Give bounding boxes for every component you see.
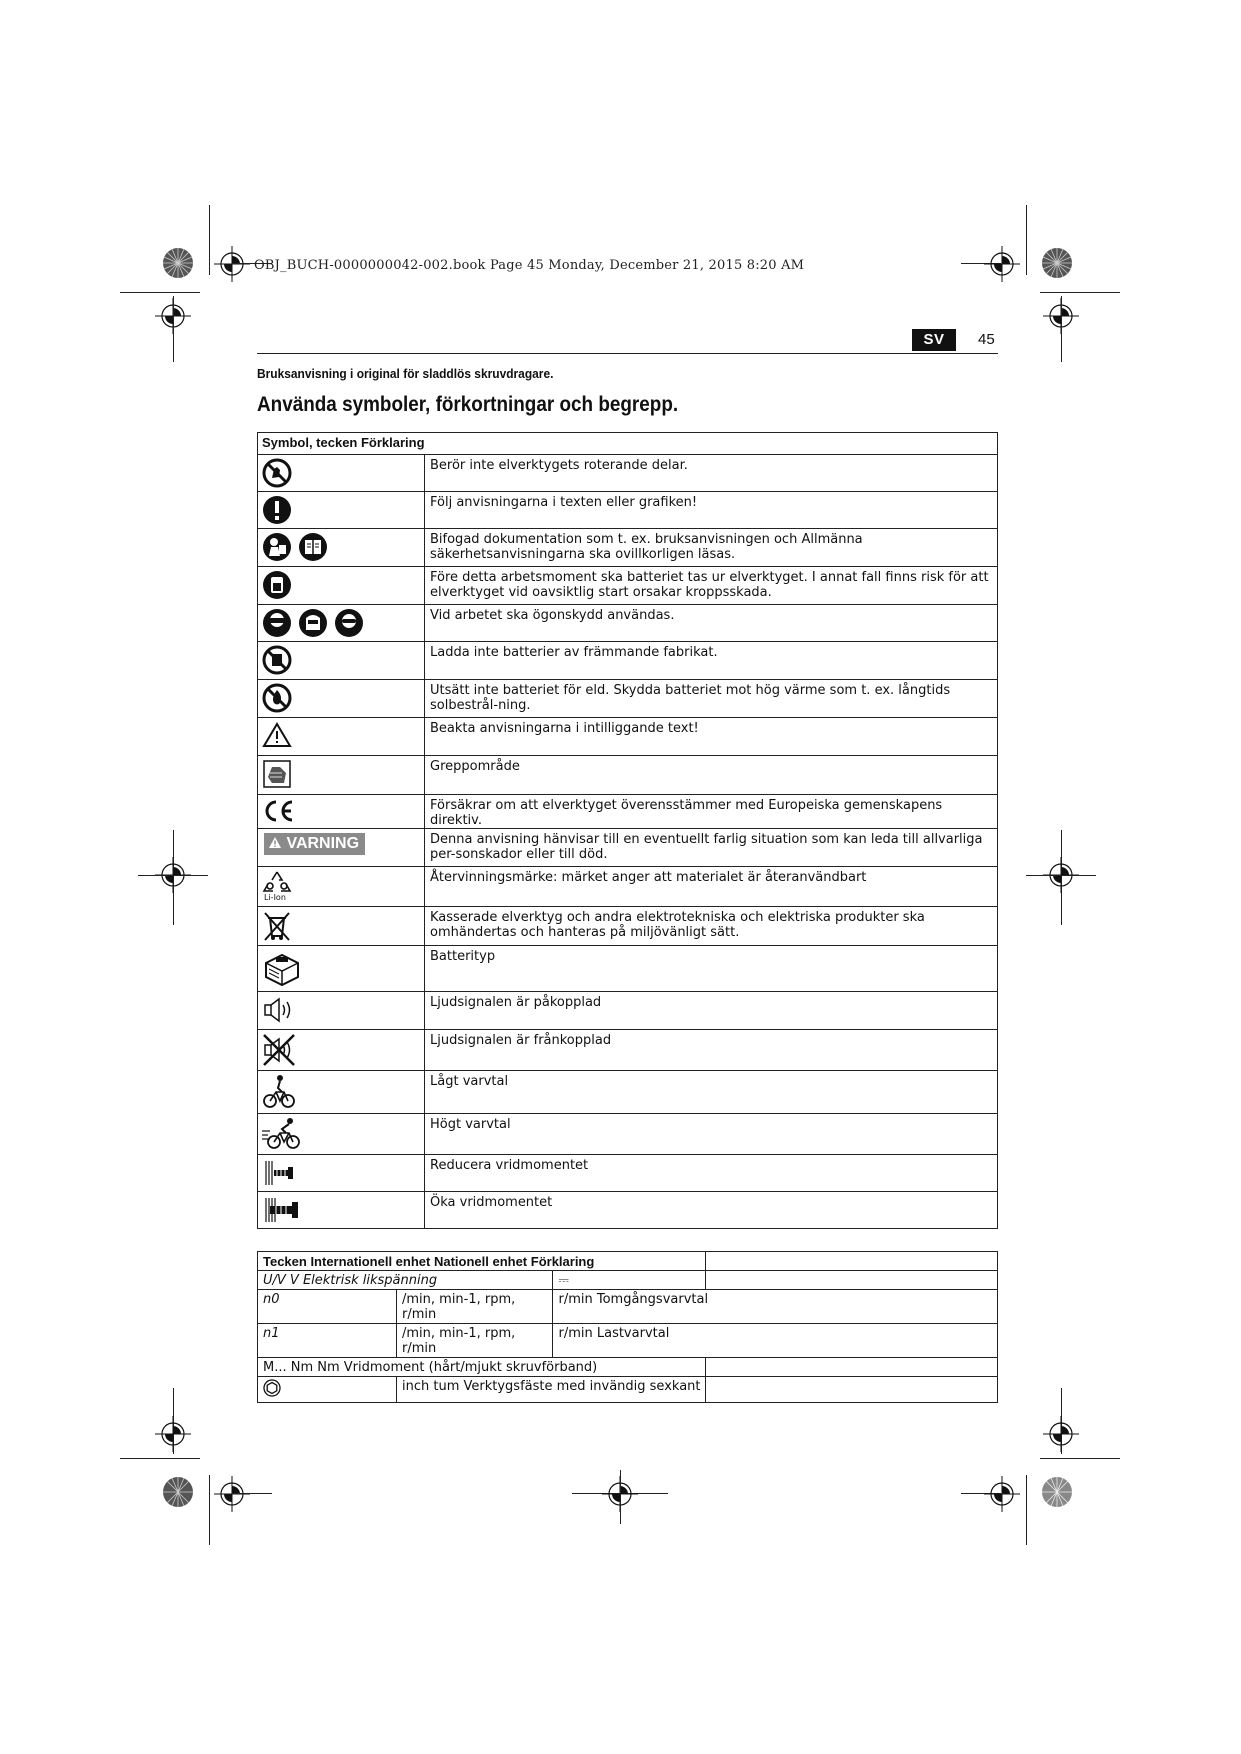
- unit-row-text: inch tum Verktygsfäste med invändig sexkant: [397, 1377, 706, 1403]
- explanation: Kasserade elverktyg och andra elektrotekniska och elektriska produkter ska omhändertas och hanteras på miljövänligt sätt.: [425, 907, 998, 946]
- units-table-header: Tecken Internationell enhet Nationell enhet Förklaring: [258, 1252, 706, 1271]
- ce-mark-icon: [262, 798, 296, 824]
- table-row: [258, 1114, 998, 1155]
- registration-crosshair-icon: [214, 246, 250, 282]
- table-row: [258, 455, 998, 492]
- varning-label: [264, 833, 365, 855]
- recycling-li-ion-icon: [262, 870, 292, 894]
- table-row: [258, 829, 998, 867]
- dc-symbol: ⎓: [558, 1273, 569, 1288]
- sign-n1: n1: [263, 1326, 280, 1341]
- no-foreign-batteries-icon: [262, 645, 292, 675]
- registration-crosshair-icon: [214, 1476, 250, 1512]
- explanation: Öka vridmomentet: [425, 1192, 998, 1229]
- national-unit: r/min Tomgångsvarvtal: [553, 1290, 998, 1324]
- explanation: Försäkrar om att elverktyget överensstämmer med Europeiska gemenskapens direktiv.: [425, 795, 998, 829]
- warning-triangle-icon: [262, 721, 292, 749]
- symbol-table: [257, 432, 998, 1229]
- explanation: Berör inte elverktygets roterande delar.: [425, 455, 998, 492]
- table-row: [258, 1071, 998, 1114]
- symbol-table-header: Symbol, tecken Förklaring: [258, 433, 998, 455]
- eye-protection-icon: [334, 608, 364, 638]
- table-row: [258, 642, 998, 680]
- explanation: Lågt varvtal: [425, 1071, 998, 1114]
- exclamation-icon: [262, 495, 292, 525]
- grip-area-icon: [262, 759, 292, 789]
- remove-battery-icon: [262, 570, 292, 600]
- read-manual-icon: [262, 532, 292, 562]
- table-row: [258, 946, 998, 992]
- speaker-on-icon: [262, 995, 298, 1025]
- crossed-bin-icon: [262, 910, 292, 942]
- explanation: Vid arbetet ska ögonskydd användas.: [425, 605, 998, 642]
- table-row: [258, 756, 998, 795]
- registration-crosshair-icon: [984, 1476, 1020, 1512]
- table-header-row: [258, 1252, 998, 1271]
- table-row: [258, 492, 998, 529]
- explanation: Ljudsignalen är frånkopplad: [425, 1030, 998, 1071]
- unit-row-text: M... Nm Nm Vridmoment (hårt/mjukt skruvförband): [258, 1358, 706, 1377]
- table-row: [258, 795, 998, 829]
- explanation: Före detta arbetsmoment ska batteriet tas ur elverktyget. I annat fall finns risk för att elverktyget vid oavsiktlig start orsakar kroppsskada.: [425, 567, 998, 605]
- units-table: [257, 1251, 998, 1403]
- sign-n0: n0: [263, 1292, 280, 1307]
- explanation: Denna anvisning hänvisar till en eventuellt farlig situation som kan leda till allvarliga per-sonskador eller till död.: [425, 829, 998, 867]
- table-row: [258, 1290, 998, 1324]
- explanation: Beakta anvisningarna i intilliggande text!: [425, 718, 998, 756]
- table-row: [258, 867, 998, 907]
- table-row: [258, 1324, 998, 1358]
- table-row: [258, 718, 998, 756]
- explanation: Reducera vridmomentet: [425, 1155, 998, 1192]
- slow-bicycle-icon: [262, 1074, 296, 1110]
- explanation: Ljudsignalen är påkopplad: [425, 992, 998, 1030]
- table-row: [258, 1271, 998, 1290]
- document-subtitle: Bruksanvisning i original för sladdlös skruvdragare.: [257, 366, 554, 381]
- intl-unit: /min, min-1, rpm, r/min: [397, 1324, 553, 1358]
- explanation: Högt varvtal: [425, 1114, 998, 1155]
- registration-burst-icon: [161, 1475, 195, 1509]
- face-shield-icon: [298, 608, 328, 638]
- recycle-label: Li-Ion: [264, 893, 286, 902]
- hexagon-socket-icon: [263, 1379, 281, 1397]
- registration-crosshair-icon: [1043, 1416, 1079, 1452]
- header-rule: [257, 353, 998, 354]
- no-touch-rotating-icon: [262, 458, 292, 488]
- warning-triangle-icon: [268, 836, 282, 849]
- national-unit: r/min Lastvarvtal: [553, 1324, 998, 1358]
- reduce-torque-icon: [262, 1158, 298, 1188]
- explanation: Ladda inte batterier av främmande fabrikat.: [425, 642, 998, 680]
- registration-burst-icon: [1040, 246, 1074, 280]
- table-row: [258, 605, 998, 642]
- explanation: Följ anvisningarna i texten eller grafiken!: [425, 492, 998, 529]
- page-number: 45: [978, 331, 995, 348]
- explanation: Utsätt inte batteriet för eld. Skydda batteriet mot hög värme som t. ex. långtids solbestrål-ning.: [425, 680, 998, 718]
- unit-row-text: U/V V Elektrisk likspänning: [263, 1273, 438, 1288]
- varning-text: VARNING: [286, 835, 360, 852]
- table-row: [258, 1377, 998, 1403]
- intl-unit: /min, min-1, rpm, r/min: [397, 1290, 553, 1324]
- registration-crosshair-icon: [155, 1416, 191, 1452]
- registration-burst-icon: [161, 246, 195, 280]
- table-row: [258, 680, 998, 718]
- table-row: [258, 1192, 998, 1229]
- increase-torque-icon: [262, 1195, 302, 1225]
- fast-bicycle-icon: [262, 1117, 302, 1151]
- table-row: [258, 529, 998, 567]
- no-fire-icon: [262, 683, 292, 713]
- registration-burst-icon: [1040, 1475, 1074, 1509]
- explanation: Återvinningsmärke: märket anger att materialet är återanvändbart: [425, 867, 998, 907]
- explanation: Bifogad dokumentation som t. ex. bruksanvisningen och Allmänna säkerhetsanvisningarna ska ovillkorligen läsas.: [425, 529, 998, 567]
- book-icon: [298, 532, 328, 562]
- explanation: Greppområde: [425, 756, 998, 795]
- registration-crosshair-icon: [984, 246, 1020, 282]
- explanation: Batterityp: [425, 946, 998, 992]
- table-header-row: [258, 433, 998, 455]
- table-row: [258, 567, 998, 605]
- speaker-off-icon: [262, 1033, 298, 1067]
- table-row: [258, 907, 998, 946]
- table-row: [258, 1030, 998, 1071]
- table-row: [258, 992, 998, 1030]
- battery-pack-icon: [262, 949, 302, 987]
- safety-goggles-icon: [262, 608, 292, 638]
- print-file-line: OBJ_BUCH-0000000042-002.book Page 45 Monday, December 21, 2015 8:20 AM: [254, 258, 805, 273]
- table-row: [258, 1155, 998, 1192]
- section-title: Använda symboler, förkortningar och begrepp.: [257, 393, 679, 416]
- language-badge: SV: [912, 329, 956, 351]
- table-row: [258, 1358, 998, 1377]
